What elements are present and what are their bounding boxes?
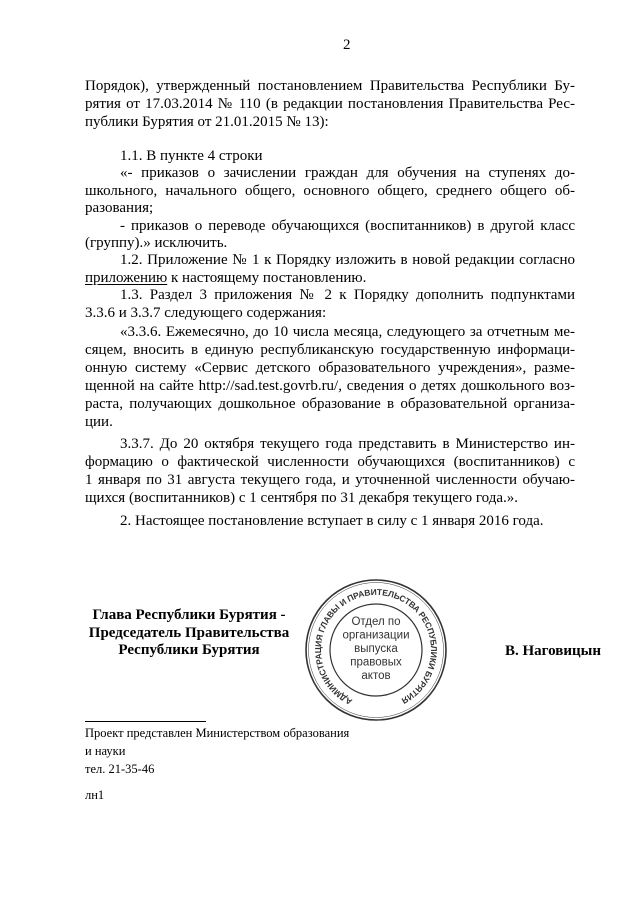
text-line: рятия от 17.03.2014 № 110 (в редакции постановления Правительства Рес- [85, 96, 575, 112]
item-1-3-line: 1.3. Раздел 3 приложения № 2 к Порядку дополнить подпунктами [120, 287, 575, 304]
text-line: 2. Настоящее постановление вступает в силу с 1 января 2016 года. [120, 513, 544, 529]
appendix-link[interactable]: приложению [85, 269, 168, 286]
text-line: 1 января по 31 августа текущего года, и уточненной численности обучаю- [85, 472, 575, 488]
text-line: ции. [85, 414, 113, 430]
text-line: щенной на сайте http://sad.test.govrb.ru/, сведения о детях дошкольного воз- [85, 378, 575, 394]
text-line: сяцем, вносить в единую республиканскую государственную информаци- [85, 342, 575, 358]
text-line: 3.3.7. До 20 октября текущего года представить в Министерство ин- [120, 436, 575, 452]
signatory-title-line: Председатель Правительства [88, 624, 290, 641]
document-code: лн1 [85, 788, 105, 802]
text-line: онную систему «Сервис детского образовательного учреждения», разме- [85, 360, 575, 376]
footer-line: тел. 21-35-46 [85, 762, 155, 776]
signatory-title [85, 607, 293, 660]
text-line: школьного, начального общего, основного общего, среднего общего об- [85, 182, 575, 199]
stamp-inner-line: Отдел по [351, 616, 401, 628]
item-1-2-line-end [85, 270, 575, 287]
text-line: Порядок), утвержденный постановлением Правительства Республики Бу- [85, 78, 575, 94]
text-line: - приказов о переводе обучающихся (воспитанников) в другой класс [120, 217, 575, 234]
text-line: «3.3.6. Ежемесячно, до 10 числа месяца, следующего за отчетным ме- [120, 324, 575, 340]
footer-line: и науки [85, 744, 126, 758]
item-2-paragraph [85, 512, 575, 530]
text-line: «- приказов о зачислении граждан для обучения на ступенях до- [120, 165, 575, 182]
text-line: (группу).» исключить. [85, 234, 228, 251]
text-fragment: к настоящему постановлению. [167, 269, 367, 286]
stamp-inner-line: правовых [350, 656, 402, 669]
signatory-title-line: Глава Республики Бурятия - [92, 607, 286, 623]
stamp-ring-text-path: АДМИНИСТРАЦИЯ ГЛАВЫ И ПРАВИТЕЛЬСТВА РЕСПУБЛИКИ БУРЯТИЯ [312, 586, 440, 708]
item-1-2-line: 1.2. Приложение № 1 к Порядку изложить в новой редакции согласно [120, 252, 575, 269]
page-number: 2 [343, 37, 351, 53]
signatory-name: В. Наговицын [505, 643, 601, 659]
text-line: разования; [85, 200, 154, 217]
stamp-inner-line: организации [342, 629, 410, 642]
footer-note [85, 724, 349, 778]
text-line: формацию о фактической численности обучающихся (воспитанников) с [85, 454, 575, 470]
official-stamp [303, 577, 449, 723]
item-1-1-heading: 1.1. В пункте 4 строки [120, 148, 263, 164]
item-3-3-6-paragraph [85, 323, 575, 431]
text-line: публики Бурятия от 21.01.2015 № 13): [85, 114, 329, 130]
text-line: щихся (воспитанников) с 1 сентября по 31 декабря текущего года.». [85, 490, 519, 506]
intro-paragraph [85, 77, 575, 131]
footer-divider [85, 721, 206, 722]
signatory-title-line: Республики Бурятия [118, 642, 260, 658]
footer-line: Проект представлен Министерством образования [85, 726, 350, 740]
amendment-items-1-1-to-1-3 [85, 148, 575, 322]
stamp-inner-line: выпуска [354, 643, 398, 655]
item-3-3-7-paragraph [85, 435, 575, 507]
stamp-inner-line: актов [361, 670, 391, 682]
item-1-3-line: 3.3.6 и 3.3.7 следующего содержания: [85, 304, 327, 321]
text-line: раста, получающих дошкольное образование в образовательной организа- [85, 396, 575, 412]
